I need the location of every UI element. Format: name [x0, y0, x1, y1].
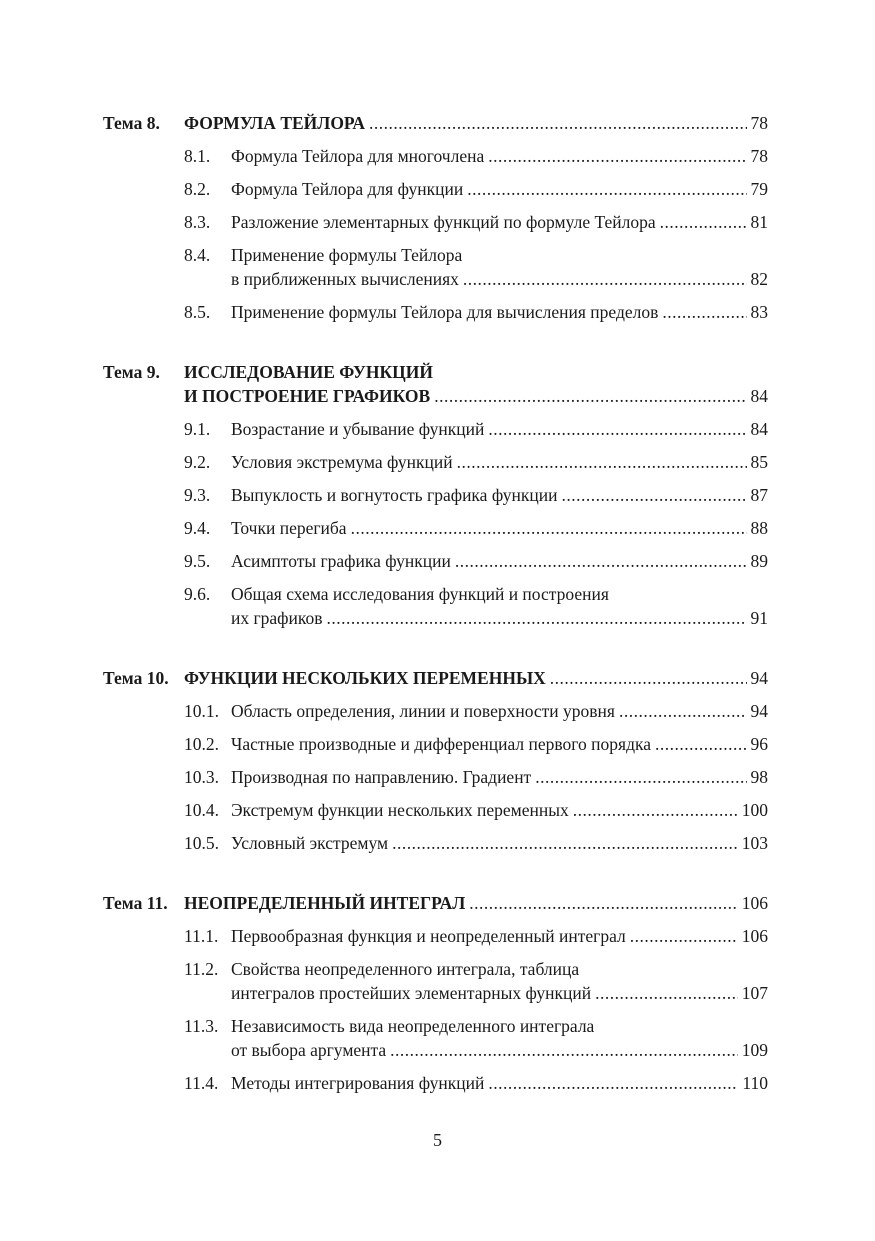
- dot-leader: [351, 516, 747, 540]
- entry-body: [231, 177, 768, 201]
- dot-leader: [630, 924, 738, 948]
- section-number: 9.4.: [184, 518, 211, 538]
- page-ref: 94: [750, 701, 768, 721]
- section-entry: [103, 516, 768, 540]
- section-entry: [103, 177, 768, 201]
- topic-block: [103, 666, 768, 855]
- page-ref: 78: [750, 146, 768, 166]
- entry-title-line: интегралов простейших элементарных функций: [231, 983, 592, 1003]
- entry-title-line: Экстремум функции нескольких переменных: [231, 800, 569, 820]
- entry-title-line: Асимптоты графика функции: [231, 551, 451, 571]
- entry-title-line: Применение формулы Тейлора: [231, 245, 463, 265]
- section-number: 10.5.: [184, 833, 219, 853]
- page-ref: 83: [750, 302, 768, 322]
- dot-leader: [561, 483, 746, 507]
- dot-leader: [619, 699, 747, 723]
- section-entry: [103, 210, 768, 234]
- page-ref: 84: [750, 419, 768, 439]
- entry-title-line: от выбора аргумента: [231, 1040, 387, 1060]
- section-entry: [103, 450, 768, 474]
- section-entry: [103, 549, 768, 573]
- entry-body: [184, 891, 768, 915]
- entry-last-line: [231, 300, 768, 324]
- section-entry: [103, 765, 768, 789]
- entry-body: [231, 549, 768, 573]
- section-entry: [103, 483, 768, 507]
- dot-leader: [488, 417, 746, 441]
- entry-title-line: Формула Тейлора для многочлена: [231, 146, 485, 166]
- entry-title-line: Свойства неопределенного интеграла, таблица: [231, 959, 580, 979]
- entry-body: [184, 360, 768, 408]
- dot-leader: [457, 450, 747, 474]
- entry-body: [184, 666, 768, 690]
- entry-title-line: ФУНКЦИИ НЕСКОЛЬКИХ ПЕРЕМЕННЫХ: [184, 668, 546, 688]
- entry-last-line: [231, 483, 768, 507]
- entry-last-line: [231, 699, 768, 723]
- page-ref: 82: [750, 269, 768, 289]
- page-number: 5: [433, 1130, 442, 1150]
- entry-body: [231, 957, 768, 1005]
- dot-leader: [455, 549, 747, 573]
- section-number: 10.1.: [184, 701, 219, 721]
- entry-last-line: [231, 267, 768, 291]
- topic-heading: [103, 666, 768, 690]
- section-number: 8.5.: [184, 302, 211, 322]
- page-ref: 96: [750, 734, 768, 754]
- topic-heading: [103, 360, 768, 408]
- page-ref: 106: [741, 926, 768, 946]
- page-ref: 78: [750, 113, 768, 133]
- section-entry: [103, 699, 768, 723]
- entry-last-line: [231, 981, 768, 1005]
- entry-title-line: Возрастание и убывание функций: [231, 419, 485, 439]
- section-number: 9.5.: [184, 551, 211, 571]
- entry-body: [184, 111, 768, 135]
- section-number: 9.2.: [184, 452, 211, 472]
- entry-body: [231, 798, 768, 822]
- entry-title-line: Независимость вида неопределенного интеграла: [231, 1016, 595, 1036]
- dot-leader: [550, 666, 747, 690]
- page-ref: 85: [750, 452, 768, 472]
- entry-last-line: [231, 924, 768, 948]
- entry-body: [231, 243, 768, 291]
- dot-leader: [469, 891, 737, 915]
- entry-title-line: их графиков: [231, 608, 323, 628]
- topic-label: Тема 10.: [103, 668, 169, 688]
- section-number: 8.4.: [184, 245, 211, 265]
- topic-block: [103, 891, 768, 1095]
- dot-leader: [535, 765, 746, 789]
- topic-heading: [103, 111, 768, 135]
- entry-body: [231, 1071, 768, 1095]
- entry-body: [231, 765, 768, 789]
- section-entry: [103, 300, 768, 324]
- entry-last-line: [231, 450, 768, 474]
- section-entry: [103, 732, 768, 756]
- entry-title-line: Условный экстремум: [231, 833, 389, 853]
- entry-title-line: ФОРМУЛА ТЕЙЛОРА: [184, 113, 366, 133]
- dot-leader: [662, 300, 746, 324]
- section-entry: [103, 957, 768, 1005]
- section-number: 11.1.: [184, 926, 219, 946]
- entry-body: [231, 516, 768, 540]
- dot-leader: [573, 798, 738, 822]
- entry-title-line: И ПОСТРОЕНИЕ ГРАФИКОВ: [184, 386, 431, 406]
- entry-last-line: [231, 831, 768, 855]
- entry-last-line: [231, 606, 768, 630]
- entry-body: [231, 831, 768, 855]
- section-number: 11.3.: [184, 1016, 219, 1036]
- page-ref: 81: [750, 212, 768, 232]
- entry-last-line: [231, 417, 768, 441]
- section-entry: [103, 1014, 768, 1062]
- entry-body: [231, 144, 768, 168]
- topic-label: Тема 9.: [103, 362, 160, 382]
- topic-block: [103, 360, 768, 630]
- entry-last-line: [184, 384, 768, 408]
- section-number: 10.3.: [184, 767, 219, 787]
- entry-title-line: в приближенных вычислениях: [231, 269, 459, 289]
- page-ref: 103: [741, 833, 768, 853]
- entry-last-line: [231, 732, 768, 756]
- entry-last-line: [231, 798, 768, 822]
- entry-last-line: [231, 1038, 768, 1062]
- entry-title-line: Формула Тейлора для функции: [231, 179, 464, 199]
- page-ref: 100: [741, 800, 768, 820]
- section-entry: [103, 582, 768, 630]
- dot-leader: [655, 732, 747, 756]
- table-of-contents: [103, 111, 768, 1104]
- entry-title-line: Выпуклость и вогнутость графика функции: [231, 485, 558, 505]
- section-entry: [103, 144, 768, 168]
- entry-title-line: Методы интегрирования функций: [231, 1073, 485, 1093]
- page-ref: 91: [750, 608, 768, 628]
- page-ref: 109: [741, 1040, 768, 1060]
- section-entry: [103, 798, 768, 822]
- entry-last-line: [184, 891, 768, 915]
- topic-heading: [103, 891, 768, 915]
- entry-title-line: Точки перегиба: [231, 518, 347, 538]
- page-ref: 88: [750, 518, 768, 538]
- section-number: 10.2.: [184, 734, 219, 754]
- entry-last-line: [184, 666, 768, 690]
- dot-leader: [390, 1038, 738, 1062]
- entry-body: [231, 732, 768, 756]
- entry-title-line: Частные производные и дифференциал первого порядка: [231, 734, 651, 754]
- topic-label: Тема 8.: [103, 113, 160, 133]
- entry-title-line: Производная по направлению. Градиент: [231, 767, 532, 787]
- page-ref: 98: [750, 767, 768, 787]
- entry-title-line: ИССЛЕДОВАНИЕ ФУНКЦИЙ: [184, 362, 433, 382]
- section-number: 8.2.: [184, 179, 211, 199]
- topic-label: Тема 11.: [103, 893, 168, 913]
- entry-last-line: [184, 111, 768, 135]
- section-number: 9.6.: [184, 584, 211, 604]
- entry-body: [231, 582, 768, 630]
- page-ref: 110: [742, 1073, 768, 1093]
- entry-title-line: Условия экстремума функций: [231, 452, 453, 472]
- entry-last-line: [231, 549, 768, 573]
- dot-leader: [434, 384, 746, 408]
- entry-last-line: [231, 177, 768, 201]
- page-ref: 87: [750, 485, 768, 505]
- dot-leader: [488, 1071, 738, 1095]
- section-number: 11.4.: [184, 1073, 219, 1093]
- entry-title-line: Первообразная функция и неопределенный интеграл: [231, 926, 626, 946]
- section-number: 8.3.: [184, 212, 211, 232]
- dot-leader: [369, 111, 746, 135]
- entry-title-line: Область определения, линии и поверхности уровня: [231, 701, 615, 721]
- topic-block: [103, 111, 768, 324]
- section-entry: [103, 417, 768, 441]
- entry-last-line: [231, 516, 768, 540]
- dot-leader: [595, 981, 738, 1005]
- entry-title-line: Разложение элементарных функций по формуле Тейлора: [231, 212, 656, 232]
- entry-body: [231, 210, 768, 234]
- section-entry: [103, 924, 768, 948]
- entry-title-line: НЕОПРЕДЕЛЕННЫЙ ИНТЕГРАЛ: [184, 893, 466, 913]
- section-number: 9.3.: [184, 485, 211, 505]
- dot-leader: [660, 210, 747, 234]
- page-ref: 89: [750, 551, 768, 571]
- section-entry: [103, 243, 768, 291]
- entry-last-line: [231, 1071, 768, 1095]
- entry-body: [231, 417, 768, 441]
- entry-body: [231, 483, 768, 507]
- dot-leader: [463, 267, 747, 291]
- page-ref: 79: [750, 179, 768, 199]
- dot-leader: [392, 831, 738, 855]
- entry-title-line: Общая схема исследования функций и построения: [231, 584, 609, 604]
- page-ref: 94: [750, 668, 768, 688]
- page-ref: 107: [741, 983, 768, 1003]
- entry-last-line: [231, 144, 768, 168]
- entry-last-line: [231, 210, 768, 234]
- page-ref: 106: [741, 893, 768, 913]
- entry-title-line: Применение формулы Тейлора для вычисления пределов: [231, 302, 659, 322]
- dot-leader: [467, 177, 746, 201]
- entry-body: [231, 1014, 768, 1062]
- entry-body: [231, 699, 768, 723]
- section-number: 10.4.: [184, 800, 219, 820]
- dot-leader: [488, 144, 746, 168]
- entry-last-line: [231, 765, 768, 789]
- section-entry: [103, 831, 768, 855]
- dot-leader: [327, 606, 747, 630]
- page-ref: 84: [750, 386, 768, 406]
- section-number: 8.1.: [184, 146, 211, 166]
- entry-body: [231, 924, 768, 948]
- entry-body: [231, 300, 768, 324]
- entry-body: [231, 450, 768, 474]
- section-number: 9.1.: [184, 419, 211, 439]
- section-entry: [103, 1071, 768, 1095]
- section-number: 11.2.: [184, 959, 219, 979]
